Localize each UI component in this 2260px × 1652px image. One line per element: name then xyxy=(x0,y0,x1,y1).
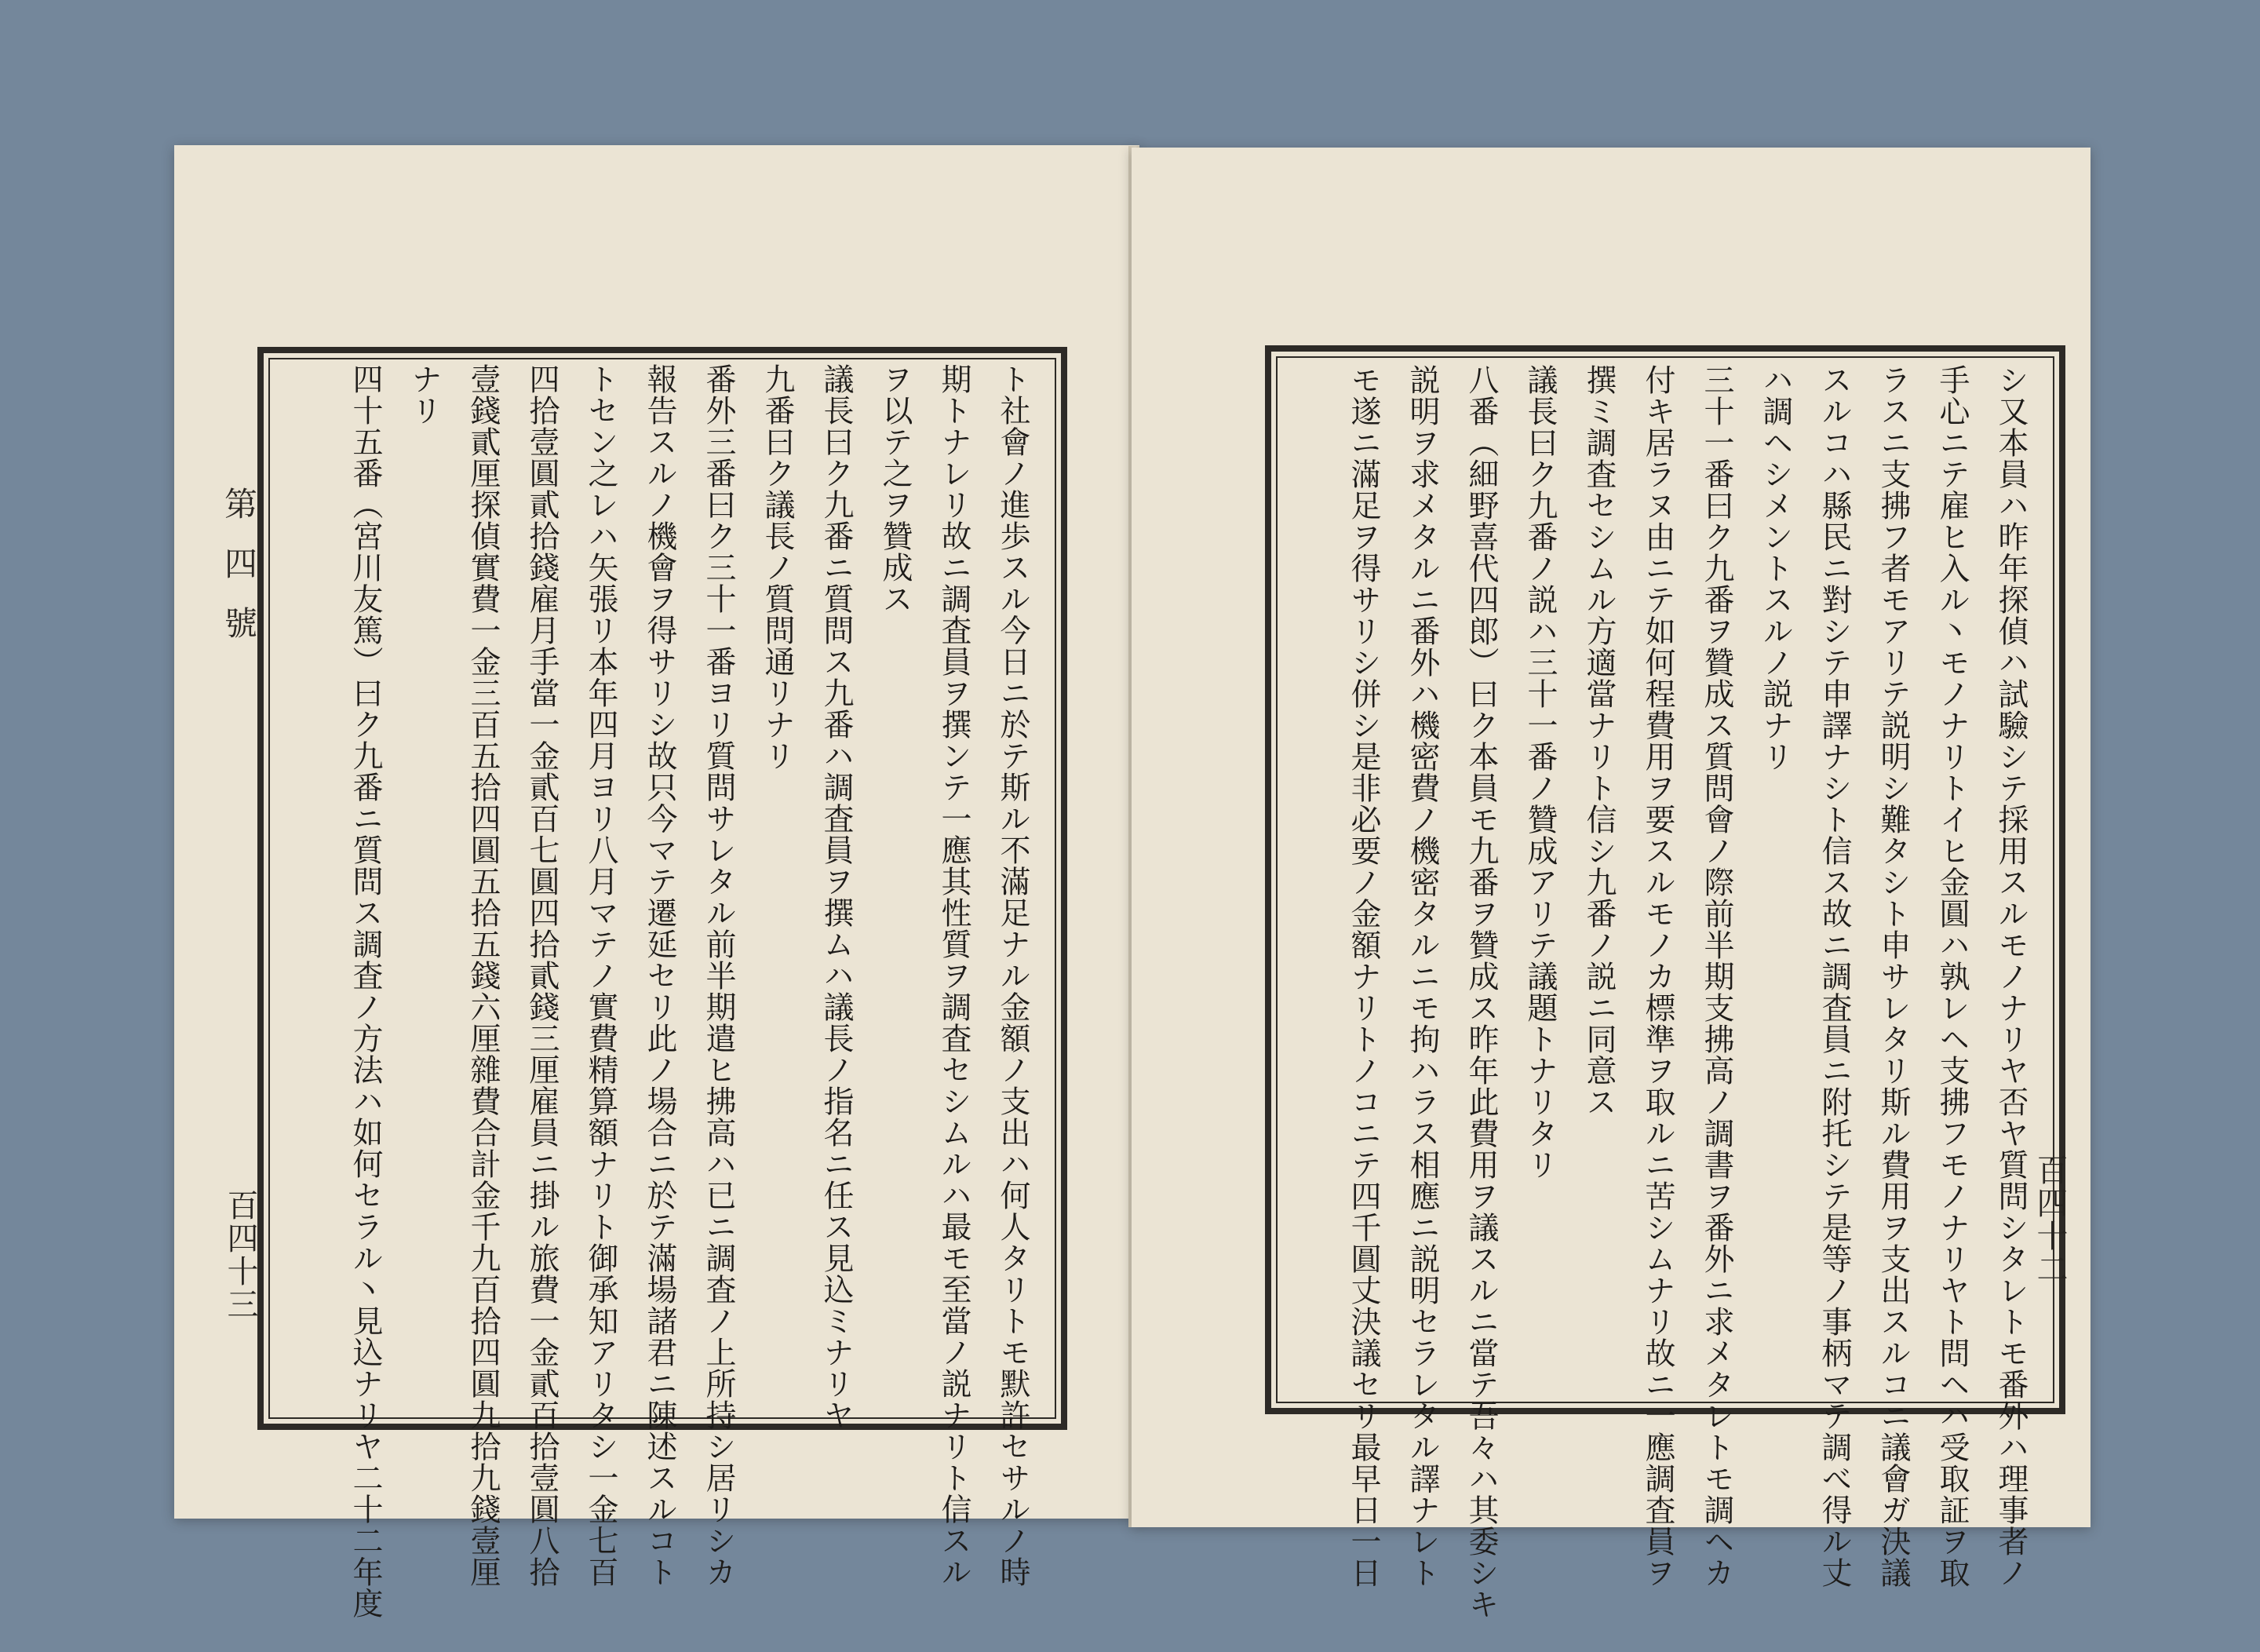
text-line: ナリ xyxy=(406,363,442,426)
text-line: 議長曰ク九番ニ質問ス九番ハ調査員ヲ撰ムハ議長ノ指名ニ任ス見込ミナリヤ xyxy=(818,363,854,1431)
text-line: シ又本員ハ昨年探偵ハ試驗シテ採用スルモノナリヤ否ヤ質問シタレトモ番外ハ理事者ノ xyxy=(1993,364,2029,1588)
text-line: 八番（細野喜代四郎）曰ク本員モ九番ヲ贊成ス昨年此費用ヲ議スルニ當テ吾々ハ其委シキ xyxy=(1464,364,1499,1620)
text-line: 四十五番（宮川友篤）曰ク九番ニ質問ス調査ノ方法ハ如何セラル丶見込ナリヤ二十二年度 xyxy=(348,363,383,1619)
text-line: モ遂ニ滿足ヲ得サリシ併シ是非必要ノ金額ナリトノコニテ四千圓丈決議セリ最早日一日 xyxy=(1346,364,1381,1588)
issue-number: 第四號 xyxy=(220,487,258,666)
right-page xyxy=(1132,148,2090,1620)
text-line: ヲ以テ之ヲ贊成ス xyxy=(877,363,913,614)
text-line: ハ調ヘシメントスルノ説ナリ xyxy=(1758,364,1793,772)
text-line: 報告スルノ機會ヲ得サリシ故只今マテ遷延セリ此ノ場合ニ於テ滿場諸君ニ陳述スルコト xyxy=(642,363,677,1588)
text-line: 三十一番曰ク九番ヲ贊成ス質問會ノ際前半期支拂高ノ調書ヲ番外ニ求メタレトモ調ヘカ xyxy=(1699,364,1734,1588)
text-line: 手心ニテ雇ヒ入ル丶モノナリトイヒ金圓ハ孰レヘ支拂フモノナリヤト問ヘハ受取証ヲ取 xyxy=(1934,364,1970,1588)
text-line: ラスニ支拂フ者モアリテ説明シ難タシト申サレタリ斯ル費用ヲ支出スルコニ議會ガ決議 xyxy=(1875,364,1911,1588)
text-line: 九番曰ク議長ノ質問通リナリ xyxy=(760,363,795,771)
text-line: 撰ミ調査セシムル方適當ナリト信シ九番ノ説ニ同意ス xyxy=(1581,364,1617,1118)
text-line: 壹錢貳厘探偵實費一金三百五拾四圓五拾五錢六厘雜費合計金千九百拾四圓九拾九錢壹厘 xyxy=(465,363,501,1588)
text-line: 議長曰ク九番ノ説ハ三十一番ノ贊成アリテ議題トナリタリ xyxy=(1522,364,1558,1180)
text-line: 説明ヲ求メタルニ番外ハ機密費ノ機密タルニモ拘ハラス相應ニ説明セラレタル譯ナレト xyxy=(1405,364,1440,1588)
text-line: 四拾壹圓貳拾錢雇月手當一金貳百七圓四拾貳錢三厘雇員ニ掛ル旅費一金貳百拾壹圓八拾 xyxy=(524,363,560,1588)
text-line: 期トナレリ故ニ調査員ヲ撰ンテ一應其性質ヲ調査セシムルハ最モ至當ノ説ナリト信スル xyxy=(936,363,971,1588)
page-number: 百四十三 xyxy=(222,1189,258,1321)
text-line: 番外三番曰ク三十一番ヨリ質問サレタル前半期遣ヒ拂高ハ已ニ調査ノ上所持シ居リシカ xyxy=(701,363,736,1588)
page-number: 百四十二 xyxy=(2032,1154,2068,1285)
left-page xyxy=(174,145,1139,1619)
body-text xyxy=(304,363,1042,1619)
text-line: ト社會ノ進歩スル今日ニ於テ斯ル不滿足ナル金額ノ支出ハ何人タリトモ默許セサルノ時 xyxy=(995,363,1030,1588)
body-text xyxy=(1303,364,2040,1620)
text-line: スルコハ縣民ニ對シテ申譯ナシト信ス故ニ調査員ニ附托シテ是等ノ事柄マテ調べ得ル丈 xyxy=(1817,364,1852,1588)
text-line: 付キ居ラヌ由ニテ如何程費用ヲ要スルモノカ標準ヲ取ルニ苦シムナリ故ニ一應調査員ヲ xyxy=(1640,364,1675,1588)
text-line: トセン之レハ矢張リ本年四月ヨリ八月マテノ實費精算額ナリト御承知アリタシ一金七百 xyxy=(583,363,618,1588)
